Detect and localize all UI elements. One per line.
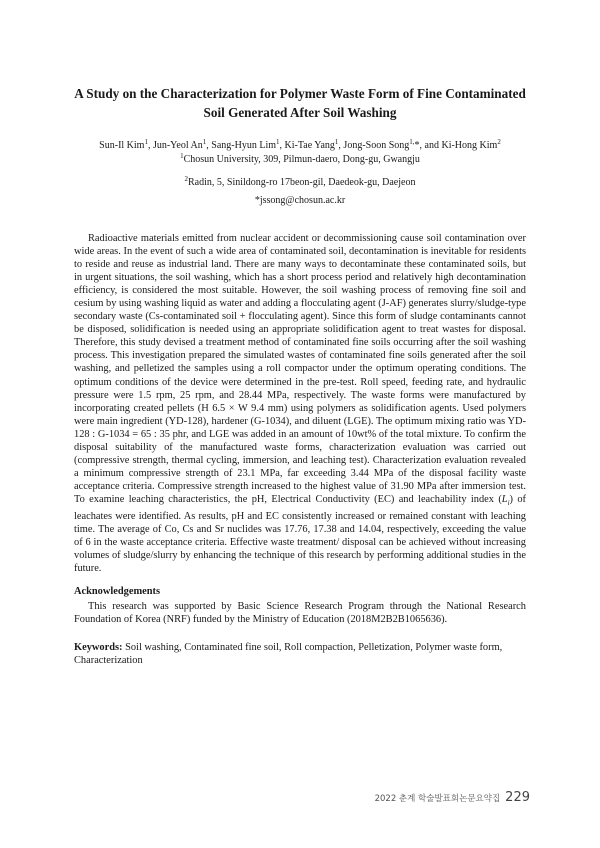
keywords-section	[74, 641, 526, 667]
keywords-text: Soil washing, Contaminated fine soil, Roll compaction, Pelletization, Polymer waste form, Characterization	[74, 642, 503, 667]
acknowledgements-body: This research was supported by Basic Science Research Program through the National Research Foundation of Korea (NRF) funded by the Ministry of Education (2018M2B2B1065636).	[74, 601, 526, 626]
author-affiliation-mark: 1,	[409, 138, 415, 146]
affiliation-text: Chosun University, 309, Pilmun-daero, Dong-gu, Gwangju	[183, 154, 420, 165]
author-name: *, and Ki-Hong Kim	[414, 140, 498, 151]
author-affiliation-mark: 1	[144, 138, 148, 146]
author-list	[40, 139, 560, 152]
page-number: 229	[505, 790, 530, 805]
title-line-1: A Study on the Characterization for Polymer Waste Form of Fine Contaminated	[74, 86, 526, 101]
affiliation-1	[40, 153, 560, 166]
author-affiliation-mark: 1	[202, 138, 207, 146]
keywords-label: Keywords:	[74, 642, 123, 653]
author-name: , Jong-Soon Song	[338, 140, 410, 151]
author-affiliation-mark: 1	[334, 138, 339, 146]
affiliation-mark: 2	[184, 175, 189, 183]
author-name: , Jun-Yeol An	[147, 140, 203, 151]
author-name: Sun-Il Kim	[99, 140, 145, 151]
leachability-index-subscript: i	[507, 499, 510, 508]
affiliation-text: Radin, 5, Sinildong-ro 17beon-gil, Daedeok-gu, Daejeon	[188, 177, 416, 188]
page-footer	[375, 790, 530, 805]
corresponding-email: *jssong@chosun.ac.kr	[254, 195, 346, 206]
affiliation-2	[40, 176, 560, 189]
author-affiliation-mark: 1	[276, 138, 280, 146]
abstract-body	[74, 232, 526, 575]
acknowledgements-heading: Acknowledgements	[74, 586, 161, 597]
proceedings-name: 2022 춘계 학술발표회논문요약집	[374, 794, 501, 804]
affiliation-mark: 1	[180, 152, 184, 160]
leachability-index-symbol: L	[501, 493, 508, 505]
author-affiliation-mark: 2	[497, 138, 501, 146]
title-line-2: Soil Generated After Soil Washing	[203, 105, 397, 120]
author-name: , Sang-Hyun Lim	[206, 140, 277, 151]
author-name: , Ki-Tae Yang	[279, 140, 335, 151]
abstract-text-part-2: ) of leachates were identified. As results, pH and EC consistently increased or remained constant with leaching time. The average of Co, Cs and Sr nuclides was 17.76, 17.38 and 14.04, respectively, exceeding the value of 6 in the waste acceptance criteria. Effective waste treatment/ disposal can be achieved without increasing volumes of sludge/slurry by enhancing the technique of this research by performing additional studies in the future.	[74, 493, 526, 575]
abstract-text-part-1: Radioactive materials emitted from nuclear accident or decommissioning cause soil contamination over wide areas. In the event of such a wide area of contaminated soil, decontamination is inevitable for residents to reside and reuse as industrial land. There are many ways to decontaminate these contaminated soils, but in urgent situations, the soil washing, which has a short process period and relatively high decontamination efficiency, is considered the most suitable. However, the soil washing process of removing fine soil and cesium by using washing liquid as water and adding a flocculating agent (J-AF) generates slurry/sludge-type secondary waste (Cs-contaminated soil + flocculating agent). Since this form of sludge contaminants cannot be disposed, solidification is needed using an appropriate solidification agent to treat wastes for disposal. Therefore, this study devised a treatment method of contaminated fine soils occurring after the soil washing process. This investigation prepared the simulated wastes of contaminated fine soils generated after the soil washing, and pelletized the samples using a roll compactor under the optimum operating conditions. The optimum conditions of the device were determined in the pre-test. Roll speed, feeding rate, and hydraulic pressure were 1.5 rpm, 25 rpm, and 28.44 MPa, respectively. The waste forms were manufactured by incorporating created pellets (H 6.5 × W 9.4 mm) using polymers as solidification agents. Used polymers were main ingredient (YD-128), hardener (G-1034), and diluent (LGE). The optimum mixing ratio was YD-128 : G-1034 = 65 : 35 phr, and LGE was added in an amount of 10wt% of the total mixture. To confirm the disposal suitability of the manufactured waste forms, characterization evaluation was carried out (compressive strength, thermal cycling, immersion, and leaching test). Characterization evaluation revealed a minimum compressive strength of 23.1 MPa, far exceeding 3.44 MPa of the disposal facility waste acceptance criteria. Compressive strength increased to the highest value of 31.90 MPa after immersion test. To examine leaching characteristics, the pH, Electrical Conductivity (EC) and leachability index (	[74, 233, 526, 505]
paper-title	[60, 84, 540, 122]
